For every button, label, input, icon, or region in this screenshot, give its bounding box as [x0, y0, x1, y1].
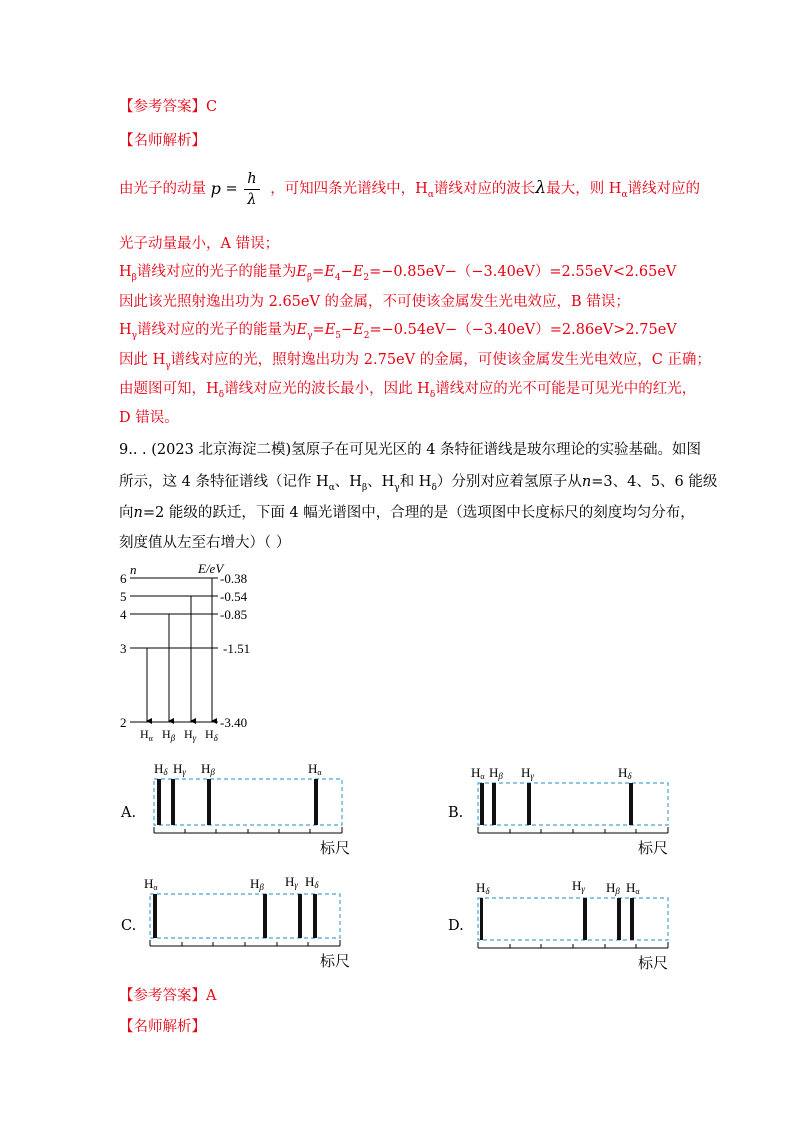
spectrum-box — [478, 783, 668, 825]
ruler-ticks — [478, 942, 668, 948]
line-H-alpha — [314, 779, 318, 825]
label-H-delta: Hδ — [618, 765, 632, 781]
l3-minus: − — [340, 264, 353, 280]
analysis-label-2: 【名师解析】 — [119, 1019, 206, 1035]
answer-line-2 — [119, 986, 216, 1006]
line-H-gamma — [527, 783, 531, 825]
fraction — [244, 169, 259, 210]
l5-E5sub: 5 — [335, 331, 342, 341]
spectrum-box — [478, 898, 668, 940]
spectrum-box — [154, 779, 342, 825]
q2-b: β — [361, 483, 368, 493]
level-E-4: -0.85 — [220, 607, 248, 622]
ruler-ticks — [150, 940, 340, 946]
l7-mid: 谱线对应光的波长最小，因此 H — [224, 381, 430, 397]
q2-s2: 、H — [367, 474, 395, 490]
line-H-delta — [480, 898, 483, 940]
l6-sub: γ — [165, 361, 171, 371]
answer-line-1 — [119, 97, 217, 117]
l3-E: E — [296, 264, 307, 280]
energy-axis-label: E/eV — [198, 561, 224, 576]
analysis-line-4: 因此该光照射逸出功为 2.65eV 的金属，不可使该金属发生光电效应，B 错误； — [119, 294, 630, 310]
l5-tail: =−0.54eV−（−3.40eV）=2.86eV>2.75eV — [369, 322, 677, 338]
lambda-symbol: λ — [535, 178, 547, 198]
label-H-delta: Hδ — [476, 880, 490, 896]
option-B-label[interactable]: B. — [448, 805, 464, 821]
p-symbol: p — [210, 179, 221, 198]
l5-sub: γ — [131, 331, 138, 341]
line-H-alpha — [480, 783, 484, 825]
line-H-beta — [207, 779, 211, 825]
label-H-beta: Hβ — [489, 765, 503, 781]
l5-E2: E — [353, 322, 364, 338]
level-n-6: 6 — [120, 571, 127, 586]
q2-s1: 、H — [334, 474, 362, 490]
line-H-delta — [313, 894, 317, 938]
level-E-6: -0.38 — [220, 571, 248, 586]
l5-Esub: γ — [307, 331, 313, 341]
level-E-3: -1.51 — [223, 641, 251, 656]
momentum-prefix: 由光子的动量 — [119, 181, 206, 197]
sub-alpha: α — [427, 190, 434, 200]
ruler-ticks — [478, 827, 668, 833]
momentum-text: ，可知四条光谱线中，H — [270, 181, 428, 197]
label-H-delta: $H_\delta$ — [205, 727, 218, 743]
l5-eq: = — [312, 322, 325, 338]
q2-s3: 和 H — [399, 474, 432, 490]
fraction-denominator: λ — [247, 191, 257, 208]
momentum-text4: 谱线对应的 — [627, 181, 701, 197]
analysis-line-8: D 错误。 — [119, 410, 179, 426]
question-line-1: 9.. . (2023 北京海淀二模)氢原子在可见光区的 4 条特征谱线是玻尔理论的实验基础。如图 — [119, 442, 702, 458]
analysis-line-6 — [119, 350, 711, 372]
sub-alpha-2: α — [621, 190, 628, 200]
ruler-label: 标尺 — [638, 954, 669, 972]
ruler-label: 标尺 — [320, 952, 351, 970]
l3-E2sub: 2 — [363, 273, 370, 283]
l7-tail: 谱线对应的光不可能是可见光中的红光， — [435, 381, 697, 397]
l3-E4sub: 4 — [334, 273, 341, 283]
line-H-gamma — [583, 898, 587, 940]
answer-label: 【参考答案】 — [119, 99, 206, 115]
energy-level-diagram — [110, 556, 280, 751]
analysis-line-3 — [119, 262, 676, 284]
level-E-2: -3.40 — [220, 715, 248, 730]
answer-label-2: 【参考答案】 — [119, 988, 206, 1004]
momentum-line — [119, 160, 700, 219]
q2-tail: ）分别对应着氢原子从 — [436, 474, 582, 490]
l5-mid: 谱线对应的光子的能量为 — [137, 322, 297, 338]
equals-sign: = — [225, 181, 238, 197]
label-H-alpha: Hα — [471, 765, 485, 781]
l7-pre: 由题图可知，H — [119, 381, 219, 397]
label-H-alpha: $H_\alpha$ — [140, 727, 153, 743]
n-axis-label: n — [130, 562, 137, 577]
momentum-text3: 最大，则 H — [546, 181, 622, 197]
question-line-2 — [119, 472, 717, 494]
q2-pre: 所示，这 4 条特征谱线（记作 H — [119, 474, 329, 490]
label-H-gamma: Hγ — [572, 878, 585, 894]
l3-tail: =−0.85eV−（−3.40eV）=2.55eV<2.65eV — [369, 264, 677, 280]
level-n-5: 5 — [120, 589, 127, 604]
label-H-alpha: Hα — [144, 876, 158, 892]
line-H-alpha — [153, 894, 157, 938]
analysis-line-5 — [119, 320, 677, 342]
q2-a: α — [328, 483, 335, 493]
fraction-numerator: h — [244, 169, 259, 190]
answer-value: C — [206, 99, 218, 115]
l7-sub2: δ — [429, 390, 436, 400]
l3-pre: H — [119, 264, 132, 280]
l3-eq: = — [312, 264, 325, 280]
label-H-gamma: Hγ — [173, 761, 186, 777]
option-B-spectrum — [466, 755, 691, 865]
label-H-beta: $H_\beta$ — [162, 727, 176, 743]
label-H-delta: Hδ — [154, 761, 168, 777]
label-H-gamma: Hγ — [521, 765, 534, 781]
level-n-4: 4 — [120, 607, 127, 622]
l5-pre: H — [119, 322, 132, 338]
l3-sub: β — [131, 273, 137, 283]
l3-mid: 谱线对应的光子的能量为 — [136, 264, 297, 280]
l5-E5: E — [324, 322, 336, 338]
option-A-label[interactable]: A. — [121, 805, 137, 821]
q2-end: =3、4、5、6 能级 — [591, 474, 718, 490]
label-H-alpha: Hα — [308, 761, 322, 777]
l3-E2: E — [352, 264, 364, 280]
label-H-gamma: Hγ — [285, 874, 298, 890]
answer-value-2: A — [206, 988, 217, 1004]
option-D-label[interactable]: D. — [448, 918, 464, 934]
question-line-3 — [119, 503, 695, 523]
q2-g: γ — [394, 483, 400, 493]
ruler-label: 标尺 — [638, 839, 669, 857]
l6-pre: 因此 H — [119, 352, 166, 368]
label-H-beta: Hβ — [250, 876, 264, 892]
ruler-ticks — [154, 827, 342, 833]
label-H-beta: Hβ — [201, 761, 215, 777]
line-H-delta — [157, 779, 161, 825]
l5-minus: − — [341, 322, 354, 338]
label-H-alpha: Hα — [626, 880, 640, 896]
q2-n: n — [581, 474, 592, 490]
l6-tail: 谱线对应的光，照射逸出功为 2.75eV 的金属，可使该金属发生光电效应，C 正确； — [170, 352, 711, 368]
option-D-spectrum — [466, 866, 691, 976]
option-A-spectrum — [140, 755, 365, 865]
q2-d: δ — [431, 483, 437, 493]
line-H-gamma — [298, 894, 302, 938]
momentum-formula — [210, 170, 271, 208]
q3-n: n — [133, 505, 143, 521]
option-C-label[interactable]: C. — [121, 918, 137, 934]
q3-pre: 向 — [119, 505, 134, 521]
q3-tail: =2 能级的跃迁，下面 4 幅光谱图中，合理的是（选项图中长度标尺的刻度均匀分布， — [142, 505, 695, 521]
l5-E2sub: 2 — [363, 331, 370, 341]
l3-E4: E — [324, 264, 335, 280]
analysis-line-2: 光子动量最小，A 错误； — [119, 236, 280, 252]
line-H-gamma — [171, 779, 175, 825]
analysis-line-7 — [119, 379, 696, 401]
ruler-label: 标尺 — [320, 839, 351, 857]
l5-E: E — [296, 322, 308, 338]
label-H-gamma: $H_\gamma$ — [184, 727, 197, 743]
option-C-spectrum — [140, 866, 365, 976]
l7-sub: δ — [218, 390, 225, 400]
question-line-4: 刻度值从左至右增大）（ ） — [119, 535, 291, 551]
label-H-delta: Hδ — [305, 874, 319, 890]
level-E-5: -0.54 — [220, 589, 248, 604]
transition-labels — [140, 727, 219, 743]
spectrum-box — [150, 894, 340, 938]
line-H-beta — [492, 783, 496, 825]
l3-Esub: β — [306, 273, 313, 283]
line-H-alpha — [630, 898, 634, 940]
line-H-beta — [263, 894, 267, 938]
analysis-label-1: 【名师解析】 — [119, 133, 206, 149]
line-H-beta — [617, 898, 621, 940]
line-H-delta — [629, 783, 633, 825]
level-n-2: 2 — [120, 715, 127, 730]
momentum-text2: 谱线对应的波长 — [433, 181, 536, 197]
label-H-beta: Hβ — [606, 880, 620, 896]
level-n-3: 3 — [120, 641, 127, 656]
